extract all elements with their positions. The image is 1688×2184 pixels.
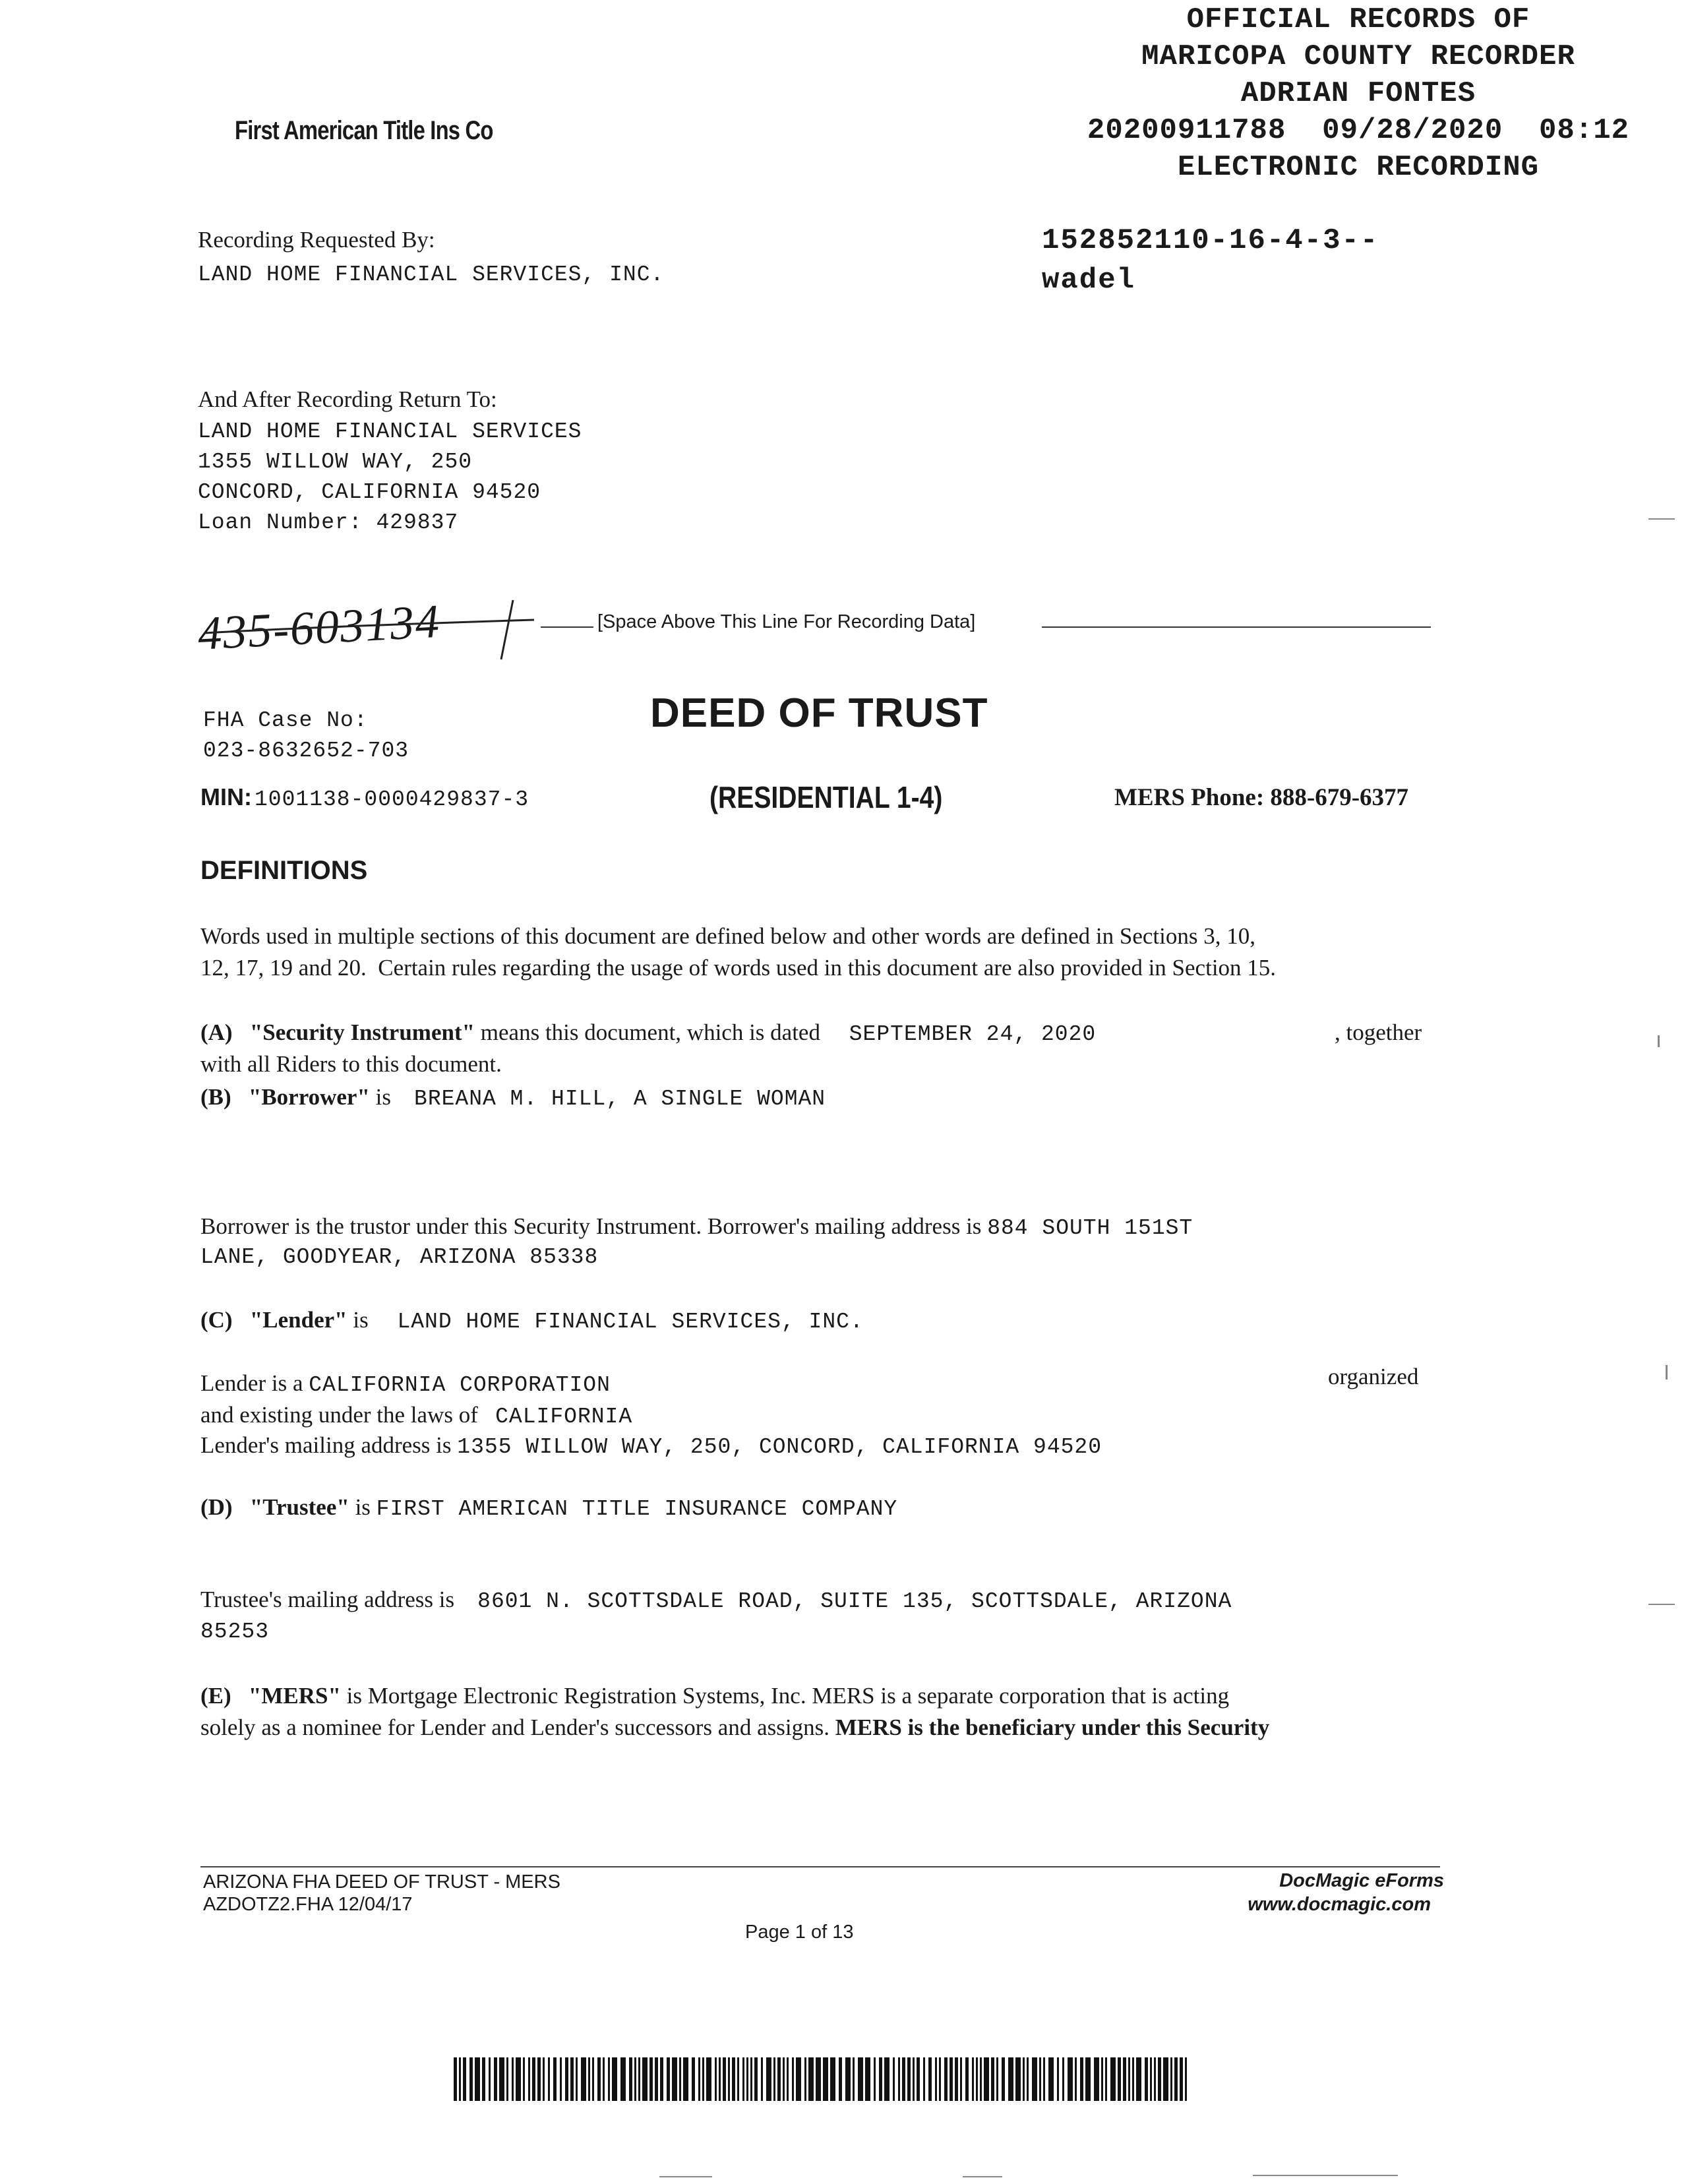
lender-type-row xyxy=(200,1368,611,1401)
barcode-bar xyxy=(548,2057,550,2101)
definition-a-text: means this document, which is dated xyxy=(480,1019,820,1045)
barcode-bar xyxy=(482,2057,485,2101)
barcode-bar xyxy=(660,2057,663,2101)
barcode-bar xyxy=(796,2057,801,2101)
barcode-bar xyxy=(463,2057,466,2101)
barcode-bar xyxy=(1094,2057,1099,2101)
footer-page-number: Page 1 of 13 xyxy=(745,1922,854,1943)
return-to-line3: CONCORD, CALIFORNIA 94520 xyxy=(198,480,541,504)
definition-a-line2: with all Riders to this document. xyxy=(200,1051,502,1077)
barcode-bar xyxy=(570,2057,574,2101)
barcode-bar xyxy=(944,2057,948,2101)
barcode-bar xyxy=(750,2057,752,2101)
barcode-bar xyxy=(603,2057,605,2101)
barcode-bar xyxy=(879,2057,882,2101)
barcode-bar xyxy=(1185,2057,1187,2101)
definition-a-term: "Security Instrument" xyxy=(249,1019,475,1045)
barcode-bar xyxy=(506,2057,508,2101)
barcode-bar xyxy=(1174,2057,1178,2101)
barcode-bar xyxy=(1068,2057,1073,2101)
return-to-line1: LAND HOME FINANCIAL SERVICES xyxy=(198,419,582,444)
loan-number: 429837 xyxy=(376,510,459,535)
lender-address: 1355 WILLOW WAY, 250, CONCORD, CALIFORNIA 94520 xyxy=(457,1435,1102,1459)
barcode-bar xyxy=(576,2057,578,2101)
mers-phone: MERS Phone: 888-679-6377 xyxy=(1114,784,1409,811)
barcode-bar xyxy=(1057,2057,1059,2101)
barcode-bar xyxy=(737,2057,739,2101)
barcode-bar xyxy=(459,2057,461,2101)
barcode-bar xyxy=(638,2057,640,2101)
borrower-address-line2: LANE, GOODYEAR, ARIZONA 85338 xyxy=(200,1245,599,1269)
barcode-bar xyxy=(1132,2057,1134,2101)
barcode-bar xyxy=(1062,2057,1064,2101)
barcode-bar xyxy=(1180,2057,1183,2101)
barcode-bar xyxy=(475,2057,480,2101)
recorder-line3: ADRIAN FONTES xyxy=(1240,77,1476,110)
barcode-bar xyxy=(612,2057,617,2101)
barcode-bar xyxy=(955,2057,958,2101)
barcode-bar xyxy=(543,2057,545,2101)
barcode-bar xyxy=(608,2057,610,2101)
fha-case-label: FHA Case No: xyxy=(203,708,368,733)
min-label: MIN: xyxy=(200,783,252,810)
barcode-bar xyxy=(980,2057,982,2101)
lender-type: CALIFORNIA CORPORATION xyxy=(309,1373,611,1397)
intro-line1: Words used in multiple sections of this document are defined below and other words are defined in Sections 3, 10, xyxy=(200,923,1256,949)
barcode-bar xyxy=(732,2057,735,2101)
barcode-bar xyxy=(830,2057,835,2101)
lender-name: LAND HOME FINANCIAL SERVICES, INC. xyxy=(397,1310,864,1334)
barcode-bar xyxy=(1123,2057,1126,2101)
handwritten-underline xyxy=(191,587,547,673)
loan-number-row xyxy=(198,508,582,538)
barcode-bar xyxy=(960,2057,962,2101)
barcode-bar xyxy=(489,2057,491,2101)
trustee-address-row xyxy=(200,1584,1232,1618)
barcode-bar xyxy=(865,2057,870,2101)
footer-rule xyxy=(200,1866,1440,1867)
barcode-bar xyxy=(532,2057,535,2101)
barcode-bar xyxy=(923,2057,925,2101)
barcode-bar xyxy=(553,2057,557,2101)
recorder-line5: ELECTRONIC RECORDING xyxy=(1177,151,1540,184)
barcode-bar xyxy=(1145,2057,1148,2101)
barcode-bar xyxy=(620,2057,626,2101)
scan-speck xyxy=(1666,1365,1668,1380)
barcode-bar xyxy=(528,2057,530,2101)
barcode-bar xyxy=(804,2057,806,2101)
barcode-bar xyxy=(642,2057,648,2101)
barcode-bar xyxy=(560,2057,562,2101)
footer-brand: DocMagic eForms xyxy=(1279,1870,1444,1891)
definition-d-is: is xyxy=(355,1494,371,1520)
trustee-address-line1: 8601 N. SCOTTSDALE ROAD, SUITE 135, SCOTTSDALE, ARIZONA xyxy=(477,1589,1232,1614)
footer-form-name: ARIZONA FHA DEED OF TRUST - MERS xyxy=(203,1871,560,1893)
recording-data-rule-left xyxy=(541,626,593,628)
barcode-bar xyxy=(874,2057,876,2101)
definition-b xyxy=(200,1081,826,1115)
title-company: First American Title Ins Co xyxy=(235,116,493,145)
space-above-line: [Space Above This Line For Recording Data] xyxy=(597,611,976,632)
barcode-bar xyxy=(629,2057,632,2101)
barcode-bar xyxy=(928,2057,932,2101)
handwritten-number: 435-603134 xyxy=(196,594,442,660)
barcode-bar xyxy=(516,2057,521,2101)
recording-data-rule-right xyxy=(1042,626,1431,628)
trustee-address-text: Trustee's mailing address is xyxy=(200,1587,455,1612)
barcode-bar xyxy=(1048,2057,1054,2101)
trustee-name: FIRST AMERICAN TITLE INSURANCE COMPANY xyxy=(376,1497,898,1521)
barcode-bar xyxy=(1027,2057,1029,2101)
borrower-address-row xyxy=(200,1211,1193,1244)
barcode-bar xyxy=(702,2057,704,2101)
barcode-bar xyxy=(1032,2057,1037,2101)
barcode-bar xyxy=(1002,2057,1005,2101)
scan-speck xyxy=(963,2176,1002,2177)
definition-d-term: "Trustee" xyxy=(249,1494,349,1520)
footer-website: www.docmagic.com xyxy=(1248,1894,1431,1915)
lender-laws-state: CALIFORNIA xyxy=(495,1405,633,1429)
recorder-line1: OFFICIAL RECORDS OF xyxy=(1186,3,1530,36)
scan-speck xyxy=(1658,1035,1660,1047)
barcode-bar xyxy=(991,2057,994,2101)
barcode-bar xyxy=(746,2057,748,2101)
definitions-intro xyxy=(200,921,1276,984)
barcode-bar xyxy=(773,2057,775,2101)
min-row xyxy=(200,783,529,812)
barcode-bar xyxy=(742,2057,744,2101)
barcode-bar xyxy=(1136,2057,1141,2101)
barcode-bar xyxy=(715,2057,717,2101)
lender-address-row xyxy=(200,1430,1102,1463)
document-subtitle: (RESIDENTIAL 1-4) xyxy=(709,780,943,814)
barcode-bar xyxy=(1128,2057,1130,2101)
barcode-bar xyxy=(649,2057,653,2101)
definition-d-letter: (D) xyxy=(200,1494,233,1520)
barcode-bar xyxy=(679,2057,681,2101)
definition-b-letter: (B) xyxy=(200,1084,231,1110)
barcode xyxy=(454,2057,1191,2101)
barcode-bar xyxy=(972,2057,974,2101)
scan-speck xyxy=(1253,2175,1398,2176)
definition-e-bold-tail: MERS is the beneficiary under this Security xyxy=(835,1714,1270,1740)
barcode-bar xyxy=(454,2057,457,2101)
trustee-address-line2: 85253 xyxy=(200,1620,270,1644)
barcode-bar xyxy=(1039,2057,1041,2101)
barcode-bar xyxy=(935,2057,937,2101)
lender-organized: organized xyxy=(1328,1364,1419,1389)
recorder-stamp xyxy=(1029,1,1688,186)
barcode-bar xyxy=(494,2057,497,2101)
definition-e-text1: is Mortgage Electronic Registration Systems, Inc. MERS is a separate corporation that is acting xyxy=(346,1683,1230,1709)
barcode-bar xyxy=(1015,2057,1021,2101)
barcode-bar xyxy=(1043,2057,1045,2101)
recorder-line4: 20200911788 09/28/2020 08:12 xyxy=(1087,114,1630,147)
lender-laws-row xyxy=(200,1399,632,1433)
barcode-bar xyxy=(965,2057,969,2101)
security-instrument-date: SEPTEMBER 24, 2020 xyxy=(849,1022,1097,1046)
barcode-bar xyxy=(592,2057,594,2101)
barcode-bar xyxy=(984,2057,989,2101)
requested-by-label: Recording Requested By: xyxy=(198,227,435,253)
barcode-bar xyxy=(858,2057,863,2101)
barcode-bar xyxy=(1118,2057,1121,2101)
barcode-bar xyxy=(917,2057,920,2101)
barcode-bar xyxy=(783,2057,785,2101)
barcode-bar xyxy=(950,2057,953,2101)
definitions-heading: DEFINITIONS xyxy=(200,856,368,885)
barcode-bar xyxy=(1163,2057,1168,2101)
return-to-line2: 1355 WILLOW WAY, 250 xyxy=(198,450,473,474)
barcode-bar xyxy=(884,2057,889,2101)
barcode-bar xyxy=(723,2057,726,2101)
barcode-bar xyxy=(692,2057,695,2101)
barcode-bar xyxy=(597,2057,601,2101)
return-to-label: And After Recording Return To: xyxy=(198,386,497,412)
definition-a-letter: (A) xyxy=(200,1019,233,1045)
barcode-bar xyxy=(655,2057,658,2101)
barcode-bar xyxy=(898,2057,900,2101)
lender-type-prefix: Lender is a xyxy=(200,1370,303,1396)
barcode-bar xyxy=(1105,2057,1107,2101)
barcode-bar xyxy=(787,2057,789,2101)
barcode-bar xyxy=(706,2057,711,2101)
definition-e-line2 xyxy=(200,1712,1269,1744)
definition-a xyxy=(200,1017,1440,1050)
barcode-bar xyxy=(1101,2057,1103,2101)
barcode-bar xyxy=(667,2057,670,2101)
barcode-bar xyxy=(1170,2057,1172,2101)
barcode-bar xyxy=(588,2057,590,2101)
document-title: DEED OF TRUST xyxy=(650,690,988,736)
barcode-bar xyxy=(808,2057,814,2101)
barcode-bar xyxy=(698,2057,700,2101)
borrower-address-text: Borrower is the trustor under this Security Instrument. Borrower's mailing address is xyxy=(200,1213,982,1239)
barcode-bar xyxy=(469,2057,473,2101)
barcode-bar xyxy=(1023,2057,1025,2101)
fha-case-number: 023-8632652-703 xyxy=(203,739,409,763)
definition-b-is: is xyxy=(375,1084,392,1110)
barcode-bar xyxy=(672,2057,677,2101)
barcode-bar xyxy=(816,2057,821,2101)
scan-speck xyxy=(1648,1604,1675,1605)
barcode-bar xyxy=(902,2057,905,2101)
barcode-bar xyxy=(581,2057,586,2101)
operator-id: wadel xyxy=(1042,264,1136,297)
recorder-line2: MARICOPA COUNTY RECORDER xyxy=(1141,40,1575,73)
barcode-bar xyxy=(512,2057,514,2101)
barcode-bar xyxy=(792,2057,794,2101)
definition-e-letter: (E) xyxy=(200,1683,231,1709)
definition-a-tail: , together xyxy=(1335,1019,1422,1045)
barcode-bar xyxy=(1080,2057,1083,2101)
footer-form-code: AZDOTZ2.FHA 12/04/17 xyxy=(203,1894,413,1915)
barcode-bar xyxy=(728,2057,730,2101)
barcode-bar xyxy=(1154,2057,1156,2101)
definition-c-is: is xyxy=(353,1307,369,1333)
barcode-bar xyxy=(777,2057,781,2101)
definition-e-text2: solely as a nominee for Lender and Lender's successors and assigns. xyxy=(200,1714,829,1740)
barcode-bar xyxy=(523,2057,525,2101)
min-number: 1001138-0000429837-3 xyxy=(254,787,529,812)
barcode-bar xyxy=(754,2057,758,2101)
loan-number-label: Loan Number: xyxy=(198,510,363,535)
scan-speck xyxy=(659,2176,712,2177)
barcode-bar xyxy=(634,2057,636,2101)
barcode-bar xyxy=(939,2057,941,2101)
lender-laws-text: and existing under the laws of xyxy=(200,1402,478,1428)
barcode-bar xyxy=(839,2057,842,2101)
barcode-bar xyxy=(1085,2057,1091,2101)
definition-b-term: "Borrower" xyxy=(248,1084,370,1110)
definition-d xyxy=(200,1492,897,1525)
barcode-bar xyxy=(1075,2057,1077,2101)
barcode-bar xyxy=(683,2057,688,2101)
definition-e-term: "MERS" xyxy=(248,1683,341,1709)
barcode-bar xyxy=(719,2057,721,2101)
definition-c-letter: (C) xyxy=(200,1307,233,1333)
return-to-block xyxy=(198,417,582,538)
definition-e xyxy=(200,1680,1229,1712)
barcode-bar xyxy=(766,2057,771,2101)
definition-c-term: "Lender" xyxy=(249,1307,347,1333)
lender-address-text: Lender's mailing address is xyxy=(200,1432,452,1458)
barcode-bar xyxy=(761,2057,763,2101)
barcode-bar xyxy=(1008,2057,1013,2101)
borrower-name: BREANA M. HILL, A SINGLE WOMAN xyxy=(414,1087,826,1111)
barcode-bar xyxy=(499,2057,504,2101)
definition-c xyxy=(200,1304,864,1338)
barcode-bar xyxy=(893,2057,895,2101)
scan-speck xyxy=(1648,518,1675,520)
barcode-bar xyxy=(845,2057,851,2101)
barcode-bar xyxy=(1150,2057,1152,2101)
intro-line2: 12, 17, 19 and 20. Certain rules regarding the usage of words used in this document are also provided in Section 15. xyxy=(200,955,1277,981)
order-number: 152852110-16-4-3-- xyxy=(1042,224,1379,257)
barcode-bar xyxy=(823,2057,828,2101)
barcode-bar xyxy=(1110,2057,1116,2101)
barcode-bar xyxy=(1158,2057,1161,2101)
barcode-bar xyxy=(907,2057,911,2101)
barcode-bar xyxy=(996,2057,998,2101)
barcode-bar xyxy=(565,2057,568,2101)
borrower-address-line1: 884 SOUTH 151ST xyxy=(987,1216,1193,1240)
barcode-bar xyxy=(976,2057,978,2101)
barcode-bar xyxy=(853,2057,855,2101)
barcode-bar xyxy=(913,2057,915,2101)
requested-by-name: LAND HOME FINANCIAL SERVICES, INC. xyxy=(198,262,665,287)
barcode-bar xyxy=(537,2057,541,2101)
